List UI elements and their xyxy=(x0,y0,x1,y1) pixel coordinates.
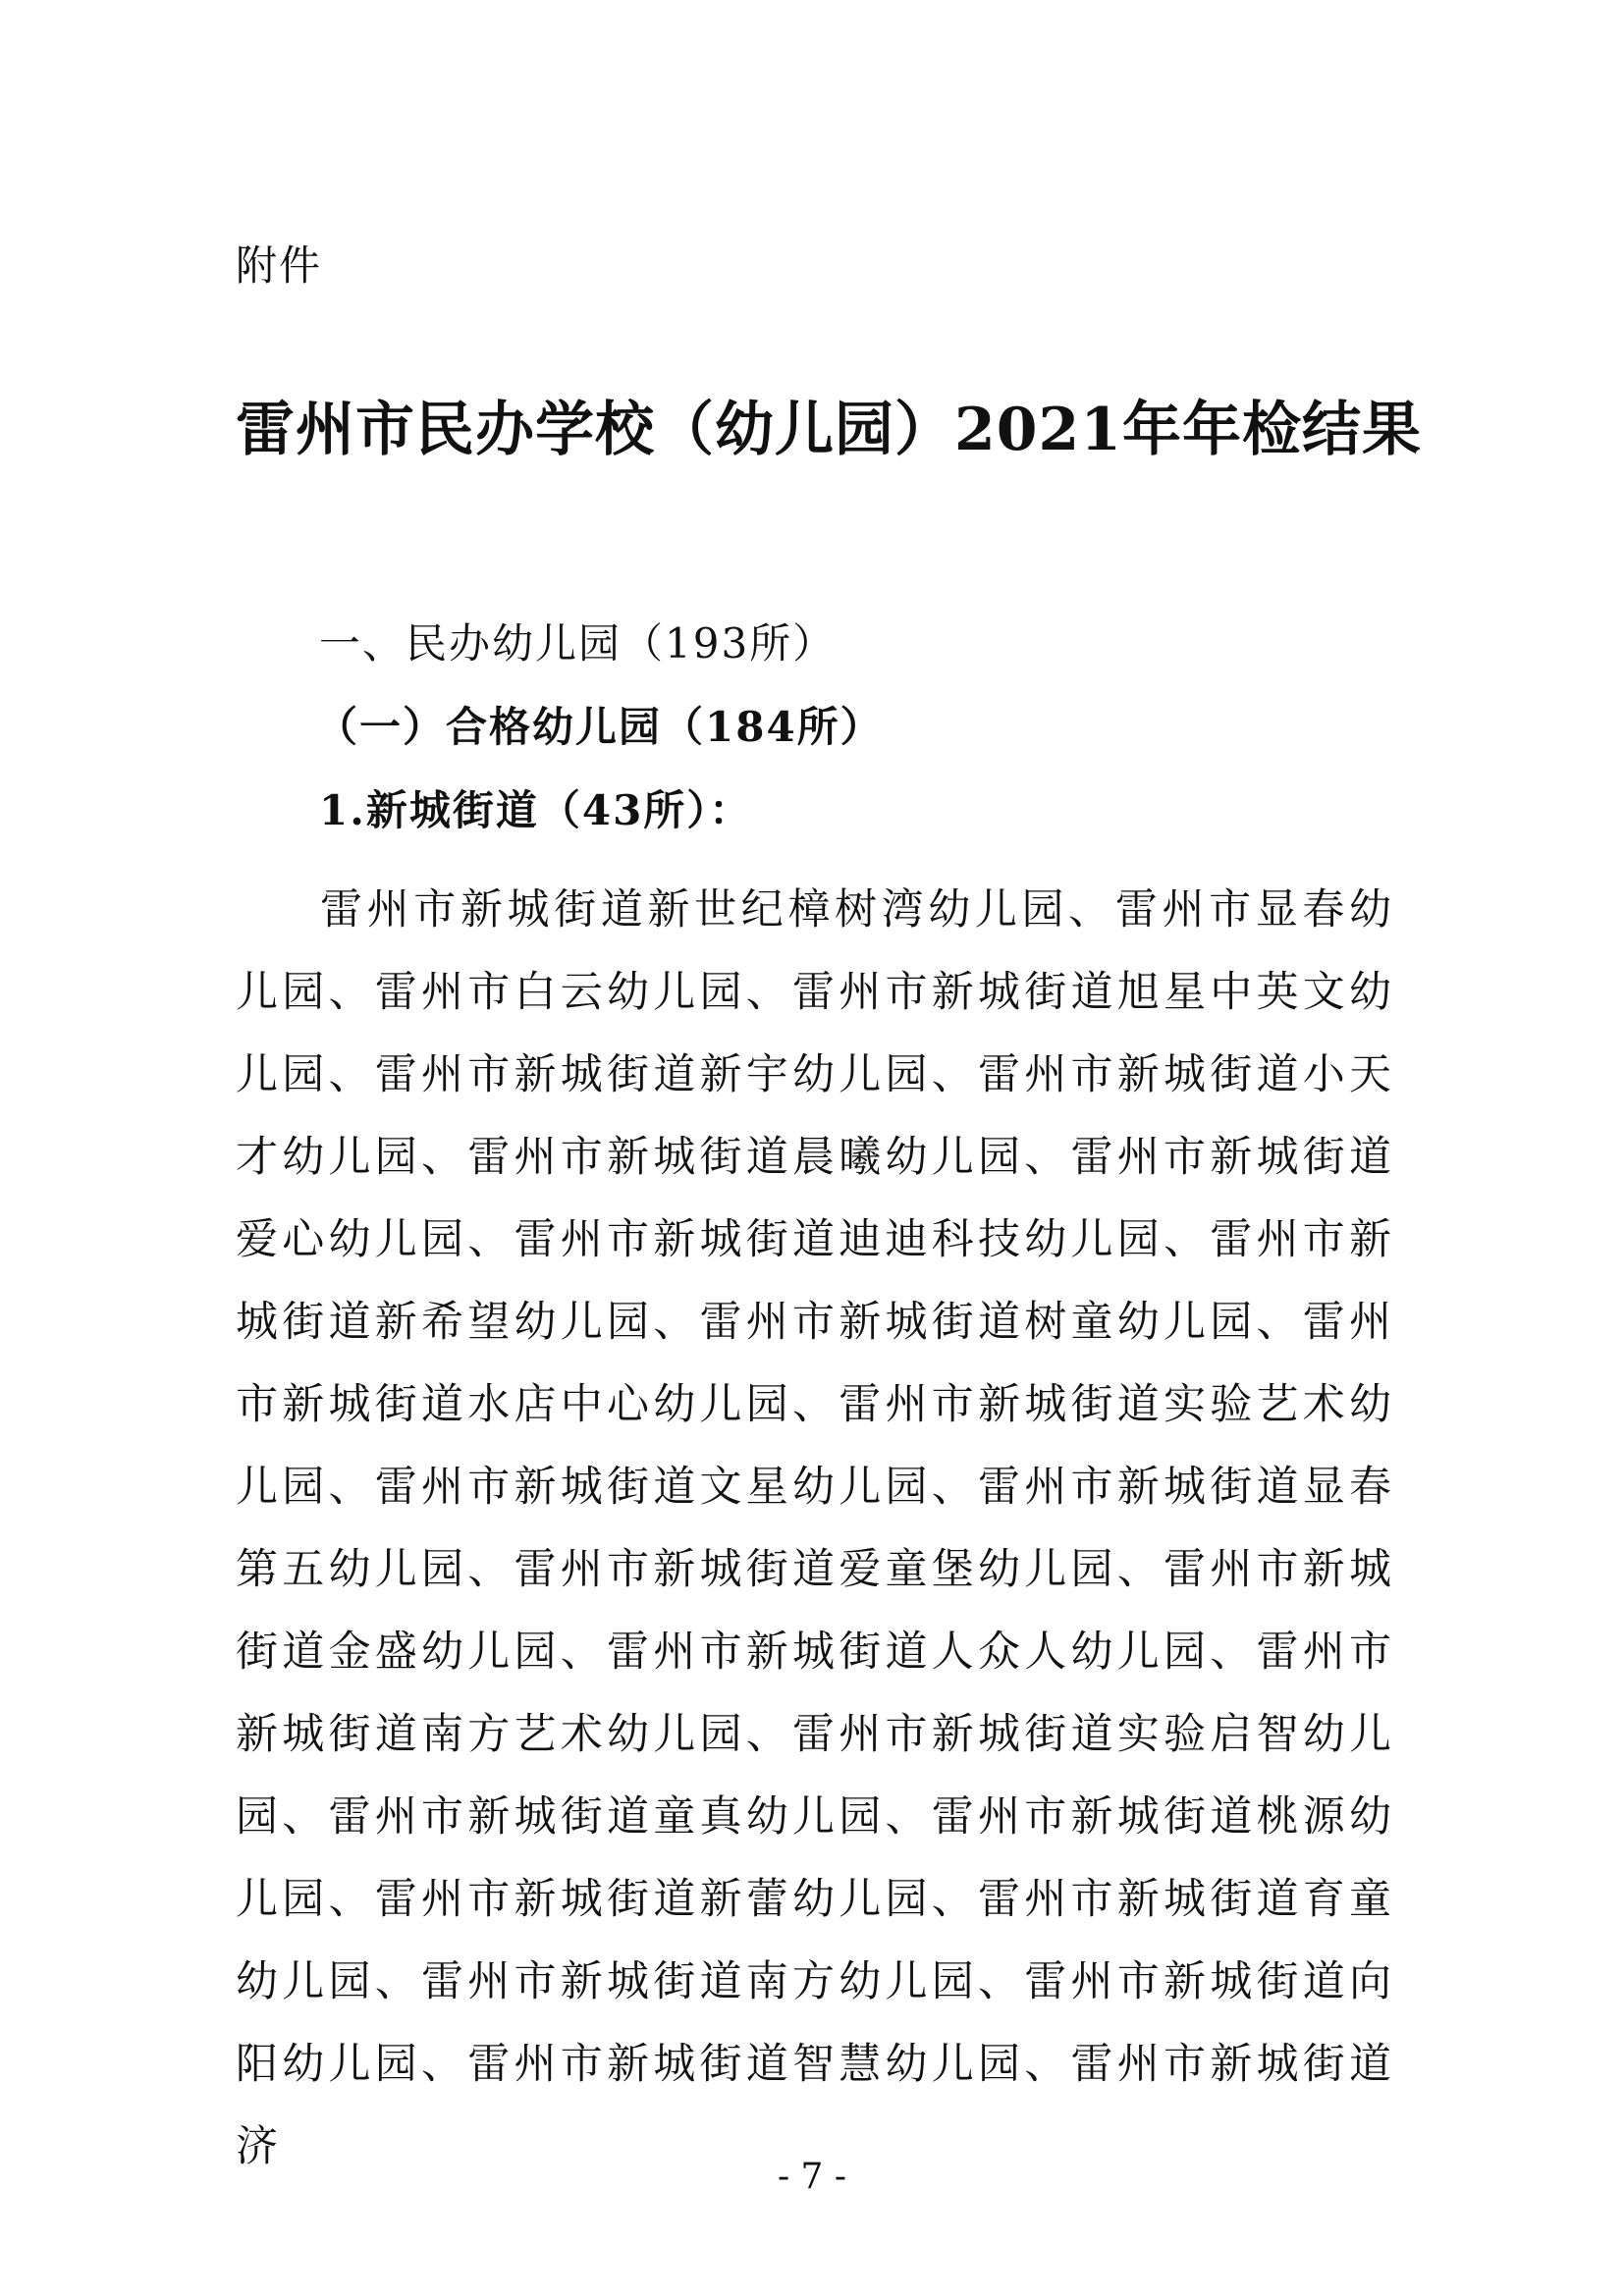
section-heading-level1: 一、民办幼儿园（193所） xyxy=(319,619,837,667)
section-heading-level3: 1.新城街道（43所）： xyxy=(319,786,753,834)
attachment-label: 附件 xyxy=(236,241,323,290)
document-title: 雷州市民办学校（幼儿园）2021年年检结果 xyxy=(236,396,1422,464)
body-paragraph: 雷州市新城街道新世纪樟树湾幼儿园、雷州市显春幼儿园、雷州市白云幼儿园、雷州市新城街道旭星中英文幼儿园、雷州市新城街道新宇幼儿园、雷州市新城街道小天才幼儿园、雷州市新城街道晨曦幼儿园、雷州市新城街道爱心幼儿园、雷州市新城街道迪迪科技幼儿园、雷州市新城街道新希望幼儿园、雷州市新城街道树童幼儿园、雷州市新城街道水店中心幼儿园、雷州市新城街道实验艺术幼儿园、雷州市新城街道文星幼儿园、雷州市新城街道显春第五幼儿园、雷州市新城街道爱童堡幼儿园、雷州市新城街道金盛幼儿园、雷州市新城街道人众人幼儿园、雷州市新城街道南方艺术幼儿园、雷州市新城街道实验启智幼儿园、雷州市新城街道童真幼儿园、雷州市新城街道桃源幼儿园、雷州市新城街道新蕾幼儿园、雷州市新城街道育童幼儿园、雷州市新城街道南方幼儿园、雷州市新城街道向阳幼儿园、雷州市新城街道智慧幼儿园、雷州市新城街道济 xyxy=(236,885,1394,2171)
section-heading-level2: （一）合格幼儿园（184所） xyxy=(316,703,884,751)
page-number: - 7 - xyxy=(777,2157,847,2197)
